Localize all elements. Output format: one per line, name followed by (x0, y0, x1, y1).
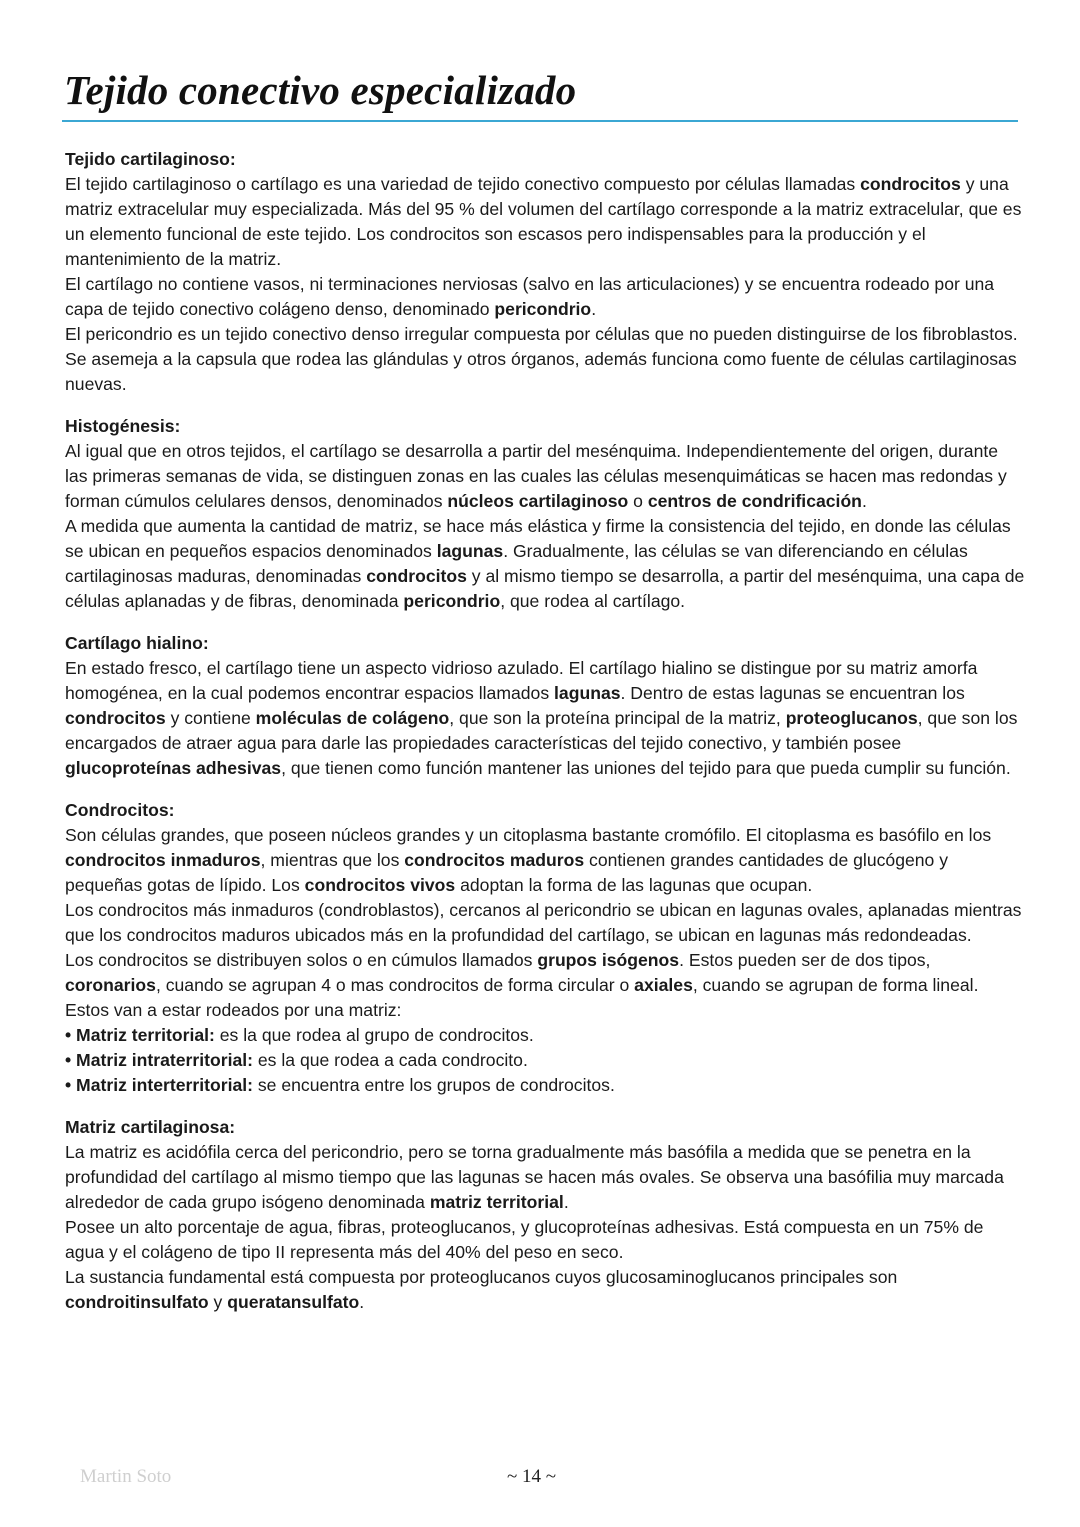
text-run: , que tienen como función mantener las uniones del tejido para que pueda cumplir su función. (281, 758, 1011, 778)
text-run: . (563, 1192, 569, 1212)
paragraph (65, 948, 1025, 998)
text-run: Posee un alto porcentaje de agua, fibras, proteoglucanos, y glucoproteínas adhesivas. Está compuesta en un 75% de agua y el colágeno de tipo II representa más del 40% del peso en seco. (65, 1217, 984, 1262)
document-body (65, 147, 1025, 1332)
text-run: . Estos pueden ser de dos tipos, (679, 950, 931, 970)
text-run: La sustancia fundamental está compuesta por proteoglucanos cuyos glucosaminoglucanos principales son (65, 1267, 898, 1287)
section (65, 147, 1025, 397)
text-run: El tejido cartilaginoso o cartílago es una variedad de tejido conectivo compuesto por células llamadas (65, 174, 861, 194)
text-run: . (591, 299, 597, 319)
title-underline (62, 120, 1018, 122)
paragraph (65, 172, 1025, 272)
bold-term: coronarios (65, 975, 156, 995)
bold-term: proteoglucanos (785, 708, 918, 728)
text-run: y contiene (165, 708, 256, 728)
paragraph (65, 898, 1025, 948)
text-run: adoptan la forma de las lagunas que ocupan. (455, 875, 813, 895)
section-heading: Condrocitos: (65, 800, 175, 820)
text-run: El pericondrio es un tejido conectivo denso irregular compuesta por células que no pueden distinguirse de los fibroblastos. Se asemeja a la capsula que rodea las glándulas y otros órganos, además funciona como fuente de células cartilaginosas nuevas. (65, 324, 1018, 394)
bold-term: condrocitos maduros (404, 850, 585, 870)
text-run: . (359, 1292, 365, 1312)
text-run: Los condrocitos más inmaduros (condroblastos), cercanos al pericondrio se ubican en lagunas ovales, aplanadas mientras que los condrocitos maduros ubicados más en la profundidad del cartílago, se ubican en lagunas más redondeadas. (65, 900, 1022, 945)
bold-term: matriz territorial (429, 1192, 564, 1212)
section-heading: Cartílago hialino: (65, 633, 209, 653)
section-heading: Tejido cartilaginoso: (65, 149, 236, 169)
bold-term: núcleos cartilaginoso (447, 491, 629, 511)
text-run: se encuentra entre los grupos de condrocitos. (253, 1075, 615, 1095)
text-run: o (628, 491, 648, 511)
paragraph (65, 1023, 1025, 1048)
section (65, 414, 1025, 614)
paragraph (65, 514, 1025, 614)
text-run: es la que rodea a cada condrocito. (253, 1050, 528, 1070)
bold-term: pericondrio (403, 591, 501, 611)
text-run: y al mismo tiempo se desarrolla, a partir del mesénquima, una capa de células aplanadas y de fibras, denominada (65, 566, 1025, 611)
text-run: . Gradualmente, las células se van diferenciando en células cartilaginosas maduras, denominadas (65, 541, 968, 586)
text-run: Al igual que en otros tejidos, el cartílago se desarrolla a partir del mesénquima. Independientemente del origen, durante las primeras semanas de vida, se distinguen zonas en las cuales las células mesenquimáticas se hacen mas redondas y forman cúmulos celulares densos, denominados (65, 441, 1007, 511)
text-run: es la que rodea al grupo de condrocitos. (214, 1025, 534, 1045)
text-run: , cuando se agrupan 4 o mas condrocitos de forma circular o (155, 975, 635, 995)
bold-term: moléculas de colágeno (255, 708, 450, 728)
text-run: . (861, 491, 867, 511)
text-run: , mientras que los (260, 850, 405, 870)
page-number: ~ 14 ~ (507, 1466, 557, 1487)
paragraph (65, 998, 1025, 1023)
text-run: y (208, 1292, 228, 1312)
paragraph (65, 1140, 1025, 1215)
paragraph (65, 439, 1025, 514)
text-run: y una matriz extracelular muy especializada. Más del 95 % del volumen del cartílago corresponde a la matriz extracelular, que es un elemento funcional de este tejido. Los condrocitos son escasos pero indispensables para la producción y el mantenimiento de la matriz. (65, 174, 1022, 269)
text-run: , cuando se agrupan de forma lineal. (692, 975, 979, 995)
bold-term: lagunas (554, 683, 621, 703)
text-run: El cartílago no contiene vasos, ni terminaciones nerviosas (salvo en las articulaciones) y se encuentra rodeado por una capa de tejido conectivo colágeno denso, denominado (65, 274, 995, 319)
paragraph (65, 1048, 1025, 1073)
bold-term: queratansulfato (227, 1292, 360, 1312)
text-run: , que son los encargados de atraer agua para darle las propiedades características del tejido conectivo, y también posee (65, 708, 1018, 753)
footer-author: Martin Soto (80, 1466, 172, 1487)
bold-term: lagunas (436, 541, 504, 561)
bold-term: axiales (634, 975, 693, 995)
bold-term: condroitinsulfato (65, 1292, 209, 1312)
text-run: . Dentro de estas lagunas se encuentran los (620, 683, 965, 703)
text-run: La matriz es acidófila cerca del pericondrio, pero se torna gradualmente más basófila a medida que se penetra en la profundidad del cartílago al mismo tiempo que las lagunas se hacen más ovales. Se observa una basófilia muy marcada alrededor de cada grupo isógeno denominada (65, 1142, 1004, 1212)
section-heading: Histogénesis: (65, 416, 181, 436)
text-run: A medida que aumenta la cantidad de matriz, se hace más elástica y firme la consistencia del tejido, en donde las células se ubican en pequeños espacios denominados (65, 516, 1011, 561)
page-title: Tejido conectivo especializado (64, 67, 577, 113)
text-run: En estado fresco, el cartílago tiene un aspecto vidrioso azulado. El cartílago hialino se distingue por su matriz amorfa homogénea, en la cual podemos encontrar espacios llamados (65, 658, 978, 703)
bold-term: • Matriz intraterritorial: (65, 1050, 253, 1070)
bold-term: condrocitos vivos (304, 875, 456, 895)
bold-term: pericondrio (494, 299, 592, 319)
paragraph (65, 823, 1025, 898)
paragraph (65, 272, 1025, 322)
section (65, 1115, 1025, 1315)
bold-term: grupos isógenos (537, 950, 680, 970)
bold-term: condrocitos (860, 174, 961, 194)
bold-term: condrocitos (366, 566, 467, 586)
text-run: , que rodea al cartílago. (500, 591, 686, 611)
section-heading: Matriz cartilaginosa: (65, 1117, 236, 1137)
paragraph (65, 1215, 1025, 1265)
bold-term: • Matriz interterritorial: (65, 1075, 253, 1095)
bold-term: centros de condrificación (647, 491, 862, 511)
section (65, 631, 1025, 781)
bold-term: glucoproteínas adhesivas (65, 758, 282, 778)
text-run: Los condrocitos se distribuyen solos o en cúmulos llamados (65, 950, 538, 970)
section (65, 798, 1025, 1098)
text-run: contienen grandes cantidades de glucógeno y pequeñas gotas de lípido. Los (65, 850, 949, 895)
text-run: Estos van a estar rodeados por una matriz: (65, 1000, 402, 1020)
bold-term: condrocitos (65, 708, 166, 728)
paragraph (65, 1265, 1025, 1315)
bold-term: • Matriz territorial: (65, 1025, 215, 1045)
paragraph (65, 656, 1025, 781)
text-run: , que son la proteína principal de la matriz, (449, 708, 786, 728)
paragraph (65, 322, 1025, 397)
bold-term: condrocitos inmaduros (65, 850, 261, 870)
text-run: Son células grandes, que poseen núcleos grandes y un citoplasma bastante cromófilo. El citoplasma es basófilo en los (65, 825, 992, 845)
paragraph (65, 1073, 1025, 1098)
